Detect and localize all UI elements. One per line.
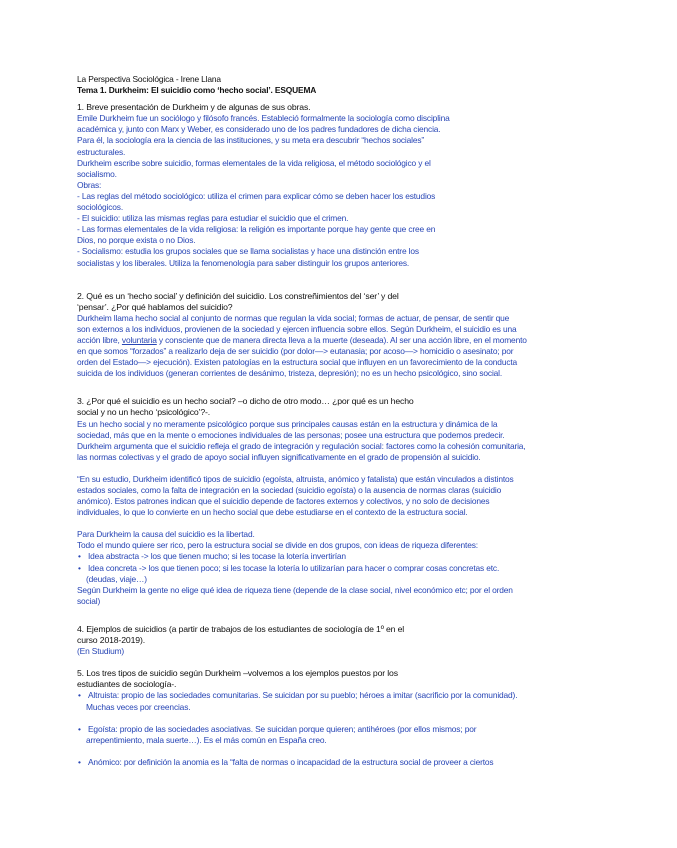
- text-line: - Las formas elementales de la vida religiosa: la religión es importante porque hay gente que cree en: [77, 224, 436, 235]
- text-line: Obras:: [77, 179, 102, 190]
- section-3-heading-cont: social y no un hecho ‘psicológico’?-.: [77, 407, 211, 418]
- text-span: y consciente que de manera directa lleva a la muerte (deseada). Al ser una acción libre, en el momento: [156, 334, 527, 345]
- text-line: Durkheim escribe sobre suicidio, formas elementales de la vida religiosa, el método sociológico y el: [77, 157, 431, 168]
- section-2-heading-cont: ‘pensar’. ¿Por qué hablamos del suicidio?: [77, 301, 233, 312]
- text-line: anómico). Estos patrones indican que el suicidio depende de factores externos y colectivos, y no solo de decisiones: [77, 496, 490, 507]
- text-line: “En su estudio, Durkheim identificó tipos de suicidio (egoísta, altruista, anómico y fatalista) que están vinculados a distintos: [77, 473, 514, 484]
- text-line: Durkheim llama hecho social al conjunto de normas que regulan la vida social; formas de actuar, de pensar, de sentir que: [77, 312, 510, 323]
- text-line: Es un hecho social y no meramente psicológico porque sus principales causas están en la estructura y dinámica de la: [77, 418, 498, 429]
- text-line: Según Durkheim la gente no elige qué idea de riqueza tiene (depende de la clase social, nivel económico etc; por el orden: [77, 584, 513, 595]
- bullet-item: • Egoísta: propio de las sociedades asociativas. Se suicidan porque quieren; antihéroes (por ellos mismos; por: [77, 724, 577, 735]
- text-line: sociológicos.: [77, 202, 123, 213]
- text-line: [77, 335, 577, 346]
- text-line: estados sociales, como la falta de integración en la sociedad (suicidio egoísta) o la ausencia de normas claras (suicidio: [77, 485, 502, 495]
- text-line: sociedad, más que en la mente o emociones individuales de las personas; posee una estructura que podemos predecir.: [77, 429, 505, 440]
- bullet-item: • Idea concreta -> los que tienen poco; si les tocase la lotería lo utilizarían para hacer o comprar cosas concretas etc.: [77, 563, 577, 574]
- section-5-heading-cont: estudiantes de sociología-.: [77, 679, 177, 690]
- text-line: estructurales.: [77, 146, 126, 157]
- text-line: (En Studium): [77, 646, 125, 657]
- text-line: son externos a los individuos, provienen de la sociedad y ejercen influencia sobre ellos. Según Durkheim, el suicidio es una: [77, 323, 517, 334]
- text-line: Durkheim argumenta que el suicidio refleja el grado de integración y regulación social: factores como la cohesión comunitaria,: [77, 440, 526, 451]
- bullet-item-cont: arrepentimiento, mala suerte…). Es el más común en España creo.: [86, 734, 327, 745]
- bullet-item: • Anómico: por definición la anomia es la “falta de normas o incapacidad de la estructura social de proveer a ciertos: [77, 757, 577, 768]
- section-1-heading: 1. Breve presentación de Durkheim y de algunas de sus obras.: [77, 102, 311, 113]
- text-line: Emile Durkheim fue un sociólogo y filósofo francés. Estableció formalmente la sociología como disciplina: [77, 113, 450, 124]
- section-3-heading: 3. ¿Por qué el suicidio es un hecho social? –o dicho de otro modo… ¿por qué es un hecho: [77, 396, 414, 407]
- section-4-heading: 4. Ejemplos de suicidios (a partir de trabajos de los estudiantes de sociología de 1º en el: [77, 623, 405, 634]
- text-line: - El suicidio: utiliza las mismas reglas para estudiar el suicidio que el crimen.: [77, 213, 349, 224]
- text-span: acción libre,: [77, 334, 122, 345]
- section-5-heading: 5. Los tres tipos de suicidio según Durkheim –volvemos a los ejemplos puestos por los: [77, 668, 398, 679]
- section-2-heading: 2. Qué es un ‘hecho social’ y definición del suicidio. Los constreñimientos del ‘ser’ y del: [77, 290, 399, 301]
- text-line: social): [77, 595, 101, 606]
- text-line: Para Durkheim la causa del suicidio es la libertad.: [77, 529, 255, 540]
- text-line: orden del Estado—> ejecución). Existen patologías en la estructura social que influyen en un favorecimiento de la conducta: [77, 357, 518, 368]
- document-body: [77, 74, 577, 768]
- text-line: suicida de los individuos (generan corrientes de desánimo, tristeza, depresión); no es un hecho psicológico, sino social.: [77, 368, 503, 379]
- text-line: individuales, lo que lo convierte en un hecho social que debe estudiarse en el contexto de la estructura social.: [77, 507, 468, 518]
- text-line: Para él, la sociología era la ciencia de las instituciones, y su meta era descubrir “hechos sociales”: [77, 135, 425, 146]
- text-line: socialistas y los liberales. Utiliza la fenomenología para saber distinguir los grupos anteriores.: [77, 257, 410, 268]
- bullet-item: • Idea abstracta -> los que tienen mucho; si les tocase la lotería invertirían: [77, 551, 577, 562]
- text-line: las normas colectivas y el grado de apoyo social influyen significativamente en el grado de propensión al suicidio.: [77, 451, 481, 462]
- text-line: en que somos “forzados” a realizarlo deja de ser suicidio (por dolor—> eutanasia; por acoso—> homicidio o asesinato; por: [77, 346, 514, 357]
- text-line: académica y, junto con Marx y Weber, es considerado uno de los padres fundadores de dicha ciencia.: [77, 124, 441, 135]
- bullet-item-cont: Muchas veces por creencias.: [86, 701, 191, 712]
- underlined-word: voluntaria: [121, 334, 157, 345]
- doc-title: Tema 1. Durkheim: El suicidio como ‘hecho social’. ESQUEMA: [77, 85, 317, 96]
- bullet-item-cont: (deudas, viaje…): [86, 573, 147, 584]
- text-line: socialismo.: [77, 168, 117, 179]
- bullet-item: • Altruista: propio de las sociedades comunitarias. Se suicidan por su pueblo; héroes a imitar (sacrificio por la comunidad).: [77, 690, 577, 701]
- doc-header-line: La Perspectiva Sociológica - Irene Llana: [77, 74, 221, 84]
- section-4-heading-cont: curso 2018-2019).: [77, 635, 145, 646]
- text-line: - Las reglas del método sociológico: utiliza el crimen para explicar cómo se deben hacer los estudios: [77, 190, 436, 201]
- text-line: Dios, no porque exista o no Dios.: [77, 235, 196, 246]
- text-line: - Socialismo: estudia los grupos sociales que se llama socialistas y hace una distinción entre los: [77, 246, 419, 257]
- text-line: Todo el mundo quiere ser rico, pero la estructura social se divide en dos grupos, con ideas de riqueza diferentes:: [77, 540, 478, 551]
